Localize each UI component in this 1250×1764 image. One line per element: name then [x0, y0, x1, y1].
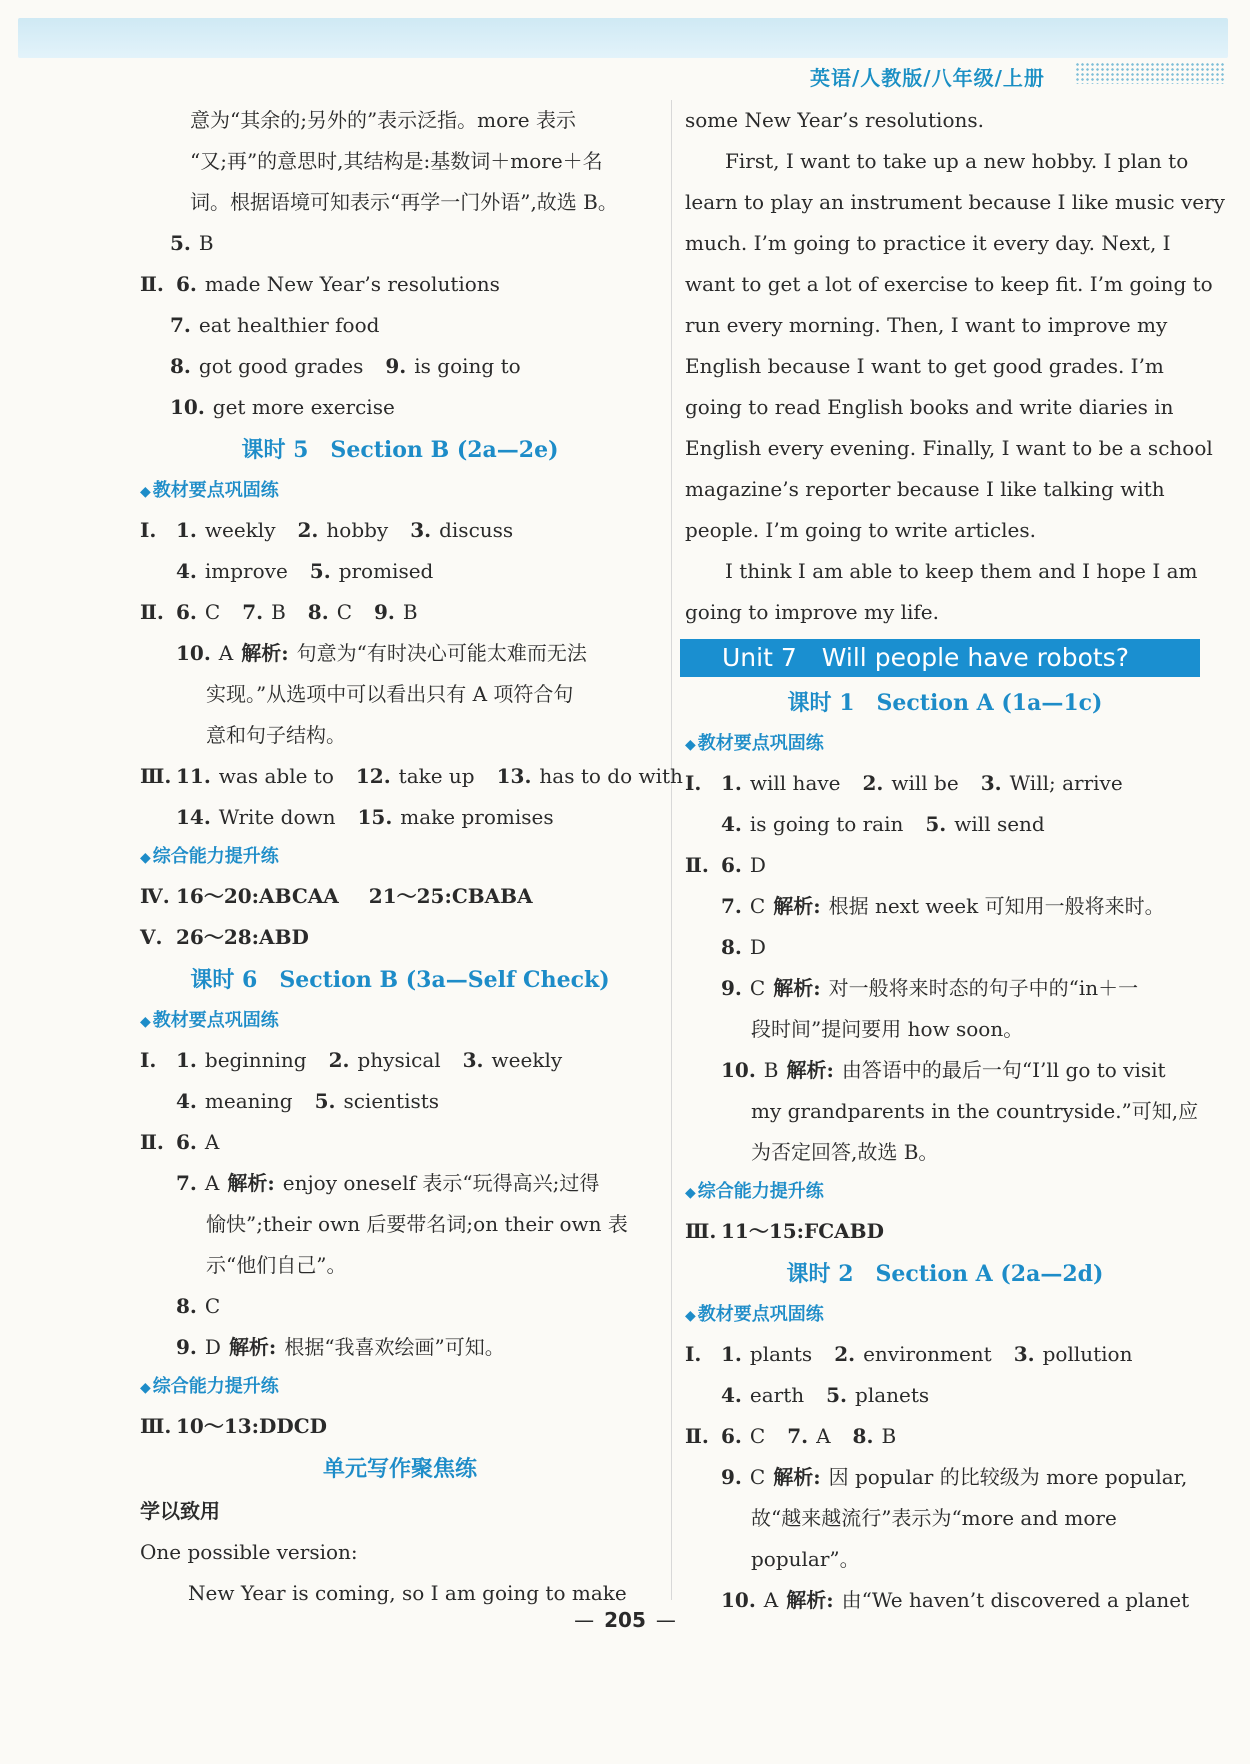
- lesson-heading: 课时 1 Section A (1a—1c): [787, 690, 1103, 716]
- book-title: 英语/人教版/八年级/上册: [810, 66, 1045, 90]
- text-line: 示“他们自己”。: [206, 1253, 347, 1277]
- answer: B: [198, 231, 214, 255]
- diamond-icon: ◆: [140, 1380, 151, 1396]
- answer: eat healthier food: [198, 313, 380, 337]
- analysis-label: 解析:: [241, 641, 289, 665]
- subsection-heading: ◆ 教材要点巩固练: [685, 1304, 824, 1325]
- essay-line: New Year is coming, so I am going to make: [188, 1581, 627, 1605]
- answer: get more exercise: [212, 395, 395, 419]
- item-number: 5.: [170, 231, 191, 255]
- lesson-heading: 课时 2 Section A (2a—2d): [786, 1261, 1104, 1287]
- answer-line: Ⅰ. 1. will have 2. will be 3. Will; arrive: [685, 771, 1123, 795]
- diamond-icon: ◆: [685, 1185, 696, 1201]
- essay-line: run every morning. Then, I want to improve my: [685, 313, 1168, 337]
- answer: got good grades: [198, 354, 364, 378]
- answer-line: [140, 264, 660, 305]
- answer-line: 10. A 解析: 句意为“有时决心可能太难而无法: [176, 641, 587, 665]
- answer-line: Ⅱ. 6. C 7. B 8. C 9. B: [140, 592, 660, 633]
- essay-line: people. I’m going to write articles.: [685, 518, 1037, 542]
- diamond-icon: ◆: [140, 850, 151, 866]
- essay-line: learn to play an instrument because I like music very: [685, 190, 1225, 214]
- answer-line: 4. improve 5. promised: [176, 559, 434, 583]
- answer-line: Ⅲ. 10～13:DDCD: [140, 1414, 327, 1438]
- essay-line: English every evening. Finally, I want to be a school: [685, 436, 1213, 460]
- roman-numeral: Ⅱ.: [140, 272, 164, 296]
- header-band: [18, 18, 1228, 58]
- subsection-heading: ◆ 教材要点巩固练: [140, 1010, 279, 1031]
- roman-numeral: Ⅱ.: [140, 600, 164, 624]
- essay-line: much. I’m going to practice it every day. Next, I: [685, 231, 1171, 255]
- essay-line: I think I am able to keep them and I hope I am: [725, 559, 1198, 583]
- left-column: [140, 100, 683, 1614]
- answer-line: Ⅲ. 11. was able to 12. take up 13. has to do with: [140, 756, 660, 797]
- diamond-icon: ◆: [685, 1308, 696, 1324]
- text-line: my grandparents in the countryside.”可知,应: [751, 1099, 1199, 1123]
- essay-line: going to read English books and write diaries in: [685, 395, 1174, 419]
- text-line: 为否定回答,故选 B。: [751, 1140, 939, 1164]
- answer-line: Ⅳ. 16～20:ABCAA 21～25:CBABA: [140, 884, 533, 908]
- essay-line: First, I want to take up a new hobby. I plan to: [725, 149, 1189, 173]
- answer-line: 10. A 解析: 由“We haven’t discovered a planet: [721, 1588, 1190, 1612]
- subsection-heading: ◆ 教材要点巩固练: [140, 480, 279, 501]
- right-column: [685, 100, 1225, 1621]
- answer-line: 14. Write down 15. make promises: [176, 805, 554, 829]
- answer-line: Ⅰ. 1. weekly 2. hobby 3. discuss: [140, 510, 660, 551]
- roman-numeral: Ⅲ.: [140, 764, 172, 788]
- essay-line: going to improve my life.: [685, 600, 939, 624]
- unit-banner: Unit 7 Will people have robots?: [680, 639, 1200, 677]
- essay-line: want to get a lot of exercise to keep fit. I’m going to: [685, 272, 1213, 296]
- answer-line: [140, 387, 660, 428]
- diamond-icon: ◆: [140, 1014, 151, 1030]
- answer-line: [140, 223, 660, 264]
- answer-line: 7. A 解析: enjoy oneself 表示“玩得高兴;过得: [176, 1171, 600, 1195]
- answer-line: 9. D 解析: 根据“我喜欢绘画”可知。: [176, 1335, 505, 1359]
- answer-line: 4. is going to rain 5. will send: [721, 812, 1045, 836]
- answer-line: 9. C 解析: 对一般将来时态的句子中的“in＋一: [721, 976, 1139, 1000]
- answer-line: [140, 346, 660, 387]
- writing-heading: 单元写作聚焦练: [322, 1456, 477, 1482]
- lesson-heading: 课时 6 Section B (3a—Self Check): [190, 967, 610, 993]
- column-divider: [671, 100, 672, 1600]
- answer-line: 7. C 解析: 根据 next week 可知用一般将来时。: [721, 894, 1165, 918]
- subsection-heading: ◆ 教材要点巩固练: [685, 733, 824, 754]
- text-line: “又;再”的意思时,其结构是:基数词＋more＋名: [190, 149, 603, 173]
- text-line: 词。根据语境可知表示“再学一门外语”,故选 B。: [190, 190, 618, 214]
- item-number: 7.: [170, 313, 191, 337]
- answer-line: Ⅴ. 26～28:ABD: [140, 925, 309, 949]
- subsection-heading: ◆ 综合能力提升练: [140, 1376, 279, 1397]
- essay-line: English because I want to get good grades. I’m: [685, 354, 1164, 378]
- diamond-icon: ◆: [685, 737, 696, 753]
- text-line: 故“越来越流行”表示为“more and more: [751, 1506, 1117, 1530]
- text-line: 段时间”提问要用 how soon。: [751, 1017, 1024, 1041]
- answer-line: Ⅱ. 6. D: [685, 853, 766, 877]
- answer-line: 9. C 解析: 因 popular 的比较级为 more popular,: [721, 1465, 1188, 1489]
- answer-line: 4. earth 5. planets: [721, 1383, 930, 1407]
- answer-line: Ⅲ. 11～15:FCABD: [685, 1219, 884, 1243]
- roman-numeral: Ⅰ.: [140, 518, 157, 542]
- essay-line: some New Year’s resolutions.: [685, 108, 984, 132]
- text-line: popular”。: [751, 1547, 860, 1571]
- answer-line: Ⅰ. 1. plants 2. environment 3. pollution: [685, 1342, 1133, 1366]
- subsection-title: 学以致用: [140, 1499, 220, 1523]
- answer: made New Year’s resolutions: [204, 272, 500, 296]
- text-line: 愉快”;their own 后要带名词;on their own 表: [206, 1212, 628, 1236]
- item-number: 9.: [385, 354, 407, 378]
- answer-line: Ⅰ. 1. beginning 2. physical 3. weekly: [140, 1048, 563, 1072]
- text-line: 意和句子结构。: [206, 723, 346, 747]
- answer-line: 4. meaning 5. scientists: [176, 1089, 440, 1113]
- diamond-icon: ◆: [140, 484, 151, 500]
- text-line: 意为“其余的;另外的”表示泛指。more 表示: [190, 108, 576, 132]
- answer-line: 8. D: [721, 935, 766, 959]
- answer-line: 8. C: [176, 1294, 221, 1318]
- essay-line: magazine’s reporter because I like talking with: [685, 477, 1165, 501]
- text-line: One possible version:: [140, 1540, 358, 1564]
- item-number: 8.: [170, 354, 191, 378]
- answer-line: 10. B 解析: 由答语中的最后一句“I’ll go to visit: [721, 1058, 1166, 1082]
- answer-line: [140, 305, 660, 346]
- item-number: 10.: [170, 395, 205, 419]
- item-number: 6.: [176, 272, 197, 296]
- answer-line: Ⅱ. 6. A: [140, 1130, 220, 1154]
- subsection-heading: ◆ 综合能力提升练: [140, 846, 279, 867]
- answer: is going to: [414, 354, 521, 378]
- subsection-heading: ◆ 综合能力提升练: [685, 1181, 824, 1202]
- lesson-heading: 课时 5 Section B (2a—2e): [241, 437, 559, 463]
- answer-line: Ⅱ. 6. C 7. A 8. B: [685, 1424, 897, 1448]
- page-number: — 205 —: [0, 1608, 1250, 1632]
- text-line: 实现。”从选项中可以看出只有 A 项符合句: [206, 682, 574, 706]
- header-dot-pattern: [1075, 62, 1225, 84]
